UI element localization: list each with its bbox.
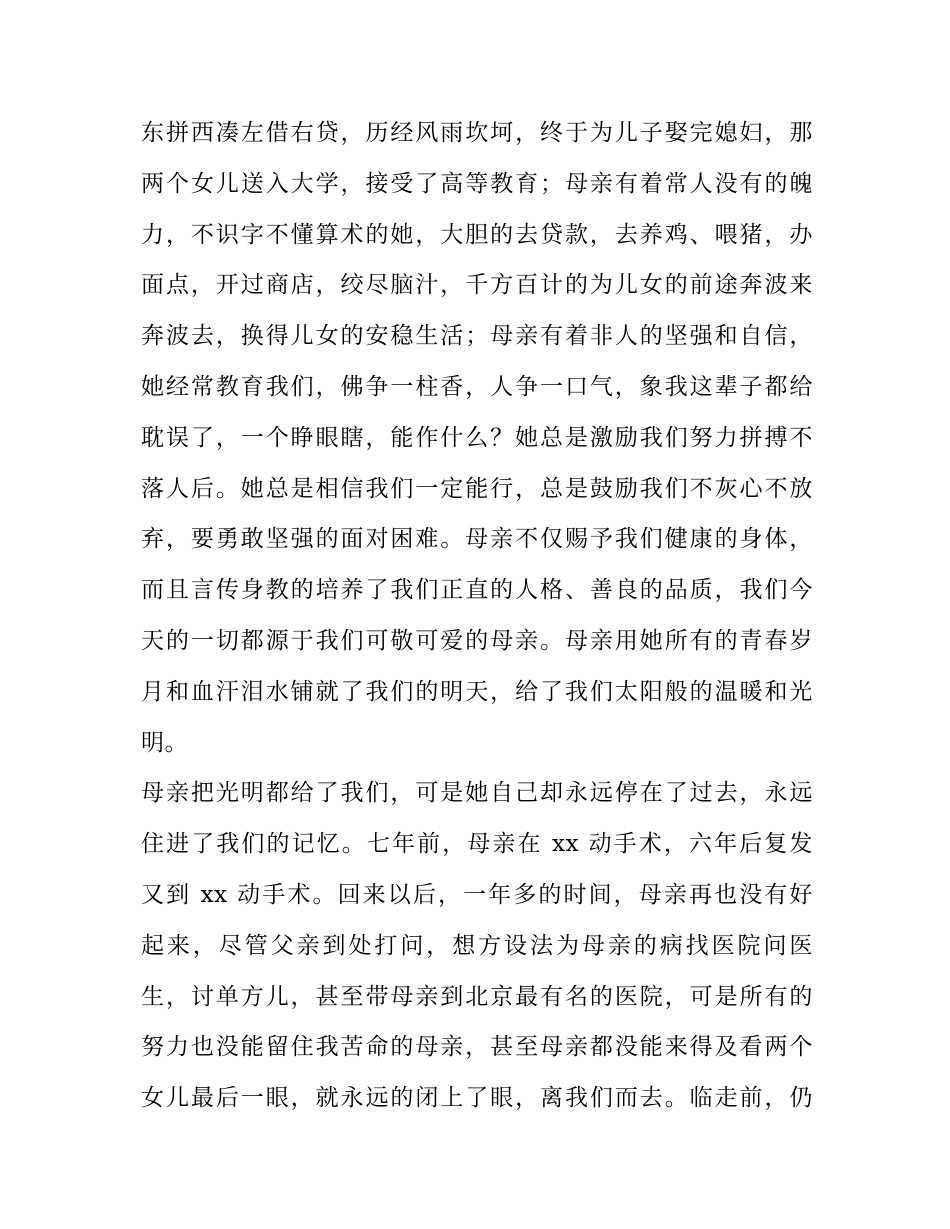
text-line-13: 明。 (141, 729, 189, 756)
text-line-12: 月和血汗泪水铺就了我们的明天，给了我们太阳般的温暖和光 (141, 678, 813, 705)
text-line-20: 女儿最后一眼，就永远的闭上了眼，离我们而去。临走前，仍 (141, 1085, 813, 1112)
text-line-18: 生，讨单方儿，甚至带母亲到北京最有名的医院，可是所有的 (141, 983, 813, 1010)
text-line-19: 努力也没能留住我苦命的母亲，甚至母亲都没能来得及看两个 (141, 1034, 813, 1061)
body-text (141, 108, 813, 1124)
text-line-8: 落人后。她总是相信我们一定能行，总是鼓励我们不灰心不放 (141, 475, 813, 502)
text-line-4: 面点，开过商店，绞尽脑汁，千方百计的为儿女的前途奔波来 (141, 272, 813, 299)
text-line-7: 耽误了，一个睁眼瞎，能作什么？她总是激励我们努力拼搏不 (141, 424, 813, 451)
text-line-2: 两个女儿送入大学，接受了高等教育；母亲有着常人没有的魄 (141, 170, 813, 197)
text-line-11: 天的一切都源于我们可敬可爱的母亲。母亲用她所有的青春岁 (141, 627, 813, 654)
text-line-17: 起来，尽管父亲到处打问，想方设法为母亲的病找医院问医 (141, 932, 813, 959)
text-line-14: 母亲把光明都给了我们，可是她自己却永远停在了过去，永远 (141, 780, 813, 807)
text-line-10: 而且言传身教的培养了我们正直的人格、善良的品质，我们今 (141, 577, 813, 604)
text-line-3: 力，不识字不懂算术的她，大胆的去贷款，去养鸡、喂猪，办 (141, 221, 813, 248)
text-line-16: 又到 xx 动手术。回来以后，一年多的时间，母亲再也没有好 (141, 881, 813, 908)
text-line-6: 她经常教育我们，佛争一柱香，人争一口气，象我这辈子都给 (141, 373, 813, 400)
text-line-1: 东拼西凑左借右贷，历经风雨坎坷，终于为儿子娶完媳妇，那 (141, 120, 813, 146)
text-line-15: 住进了我们的记忆。七年前，母亲在 xx 动手术，六年后复发 (141, 831, 813, 858)
text-line-5: 奔波去，换得儿女的安稳生活；母亲有着非人的坚强和自信， (141, 323, 813, 350)
text-line-9: 弃，要勇敢坚强的面对困难。母亲不仅赐予我们健康的身体， (141, 526, 813, 553)
